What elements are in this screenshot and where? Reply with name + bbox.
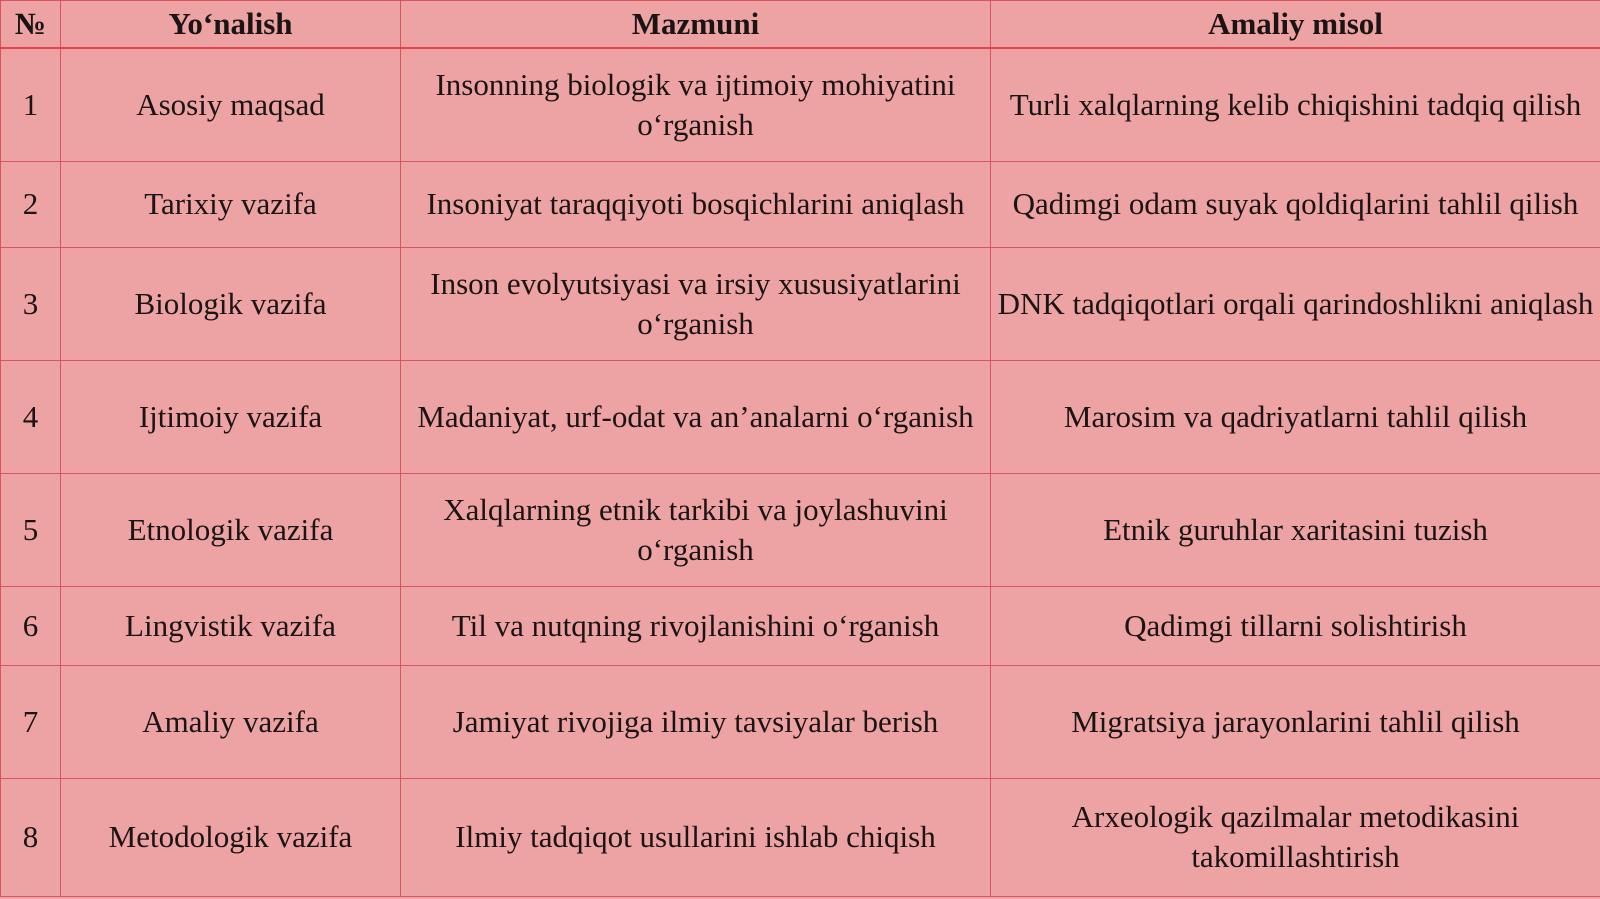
row-direction: Ijtimoiy vazifa [61,360,401,473]
row-number: 2 [1,161,61,247]
row-example: Qadimgi odam suyak qoldiqlarini tahlil qilish [991,161,1600,247]
row-example: Turli xalqlarning kelib chiqishini tadqiq qilish [991,48,1600,161]
header-content: Mazmuni [401,1,991,49]
row-content: Inson evolyutsiyasi va irsiy xususiyatlarini o‘rganish [401,247,991,360]
row-direction: Lingvistik vazifa [61,586,401,665]
row-number: 1 [1,48,61,161]
row-direction: Asosiy maqsad [61,48,401,161]
table-row [1,586,1600,665]
row-example: Migratsiya jarayonlarini tahlil qilish [991,665,1600,778]
row-direction: Etnologik vazifa [61,473,401,586]
row-content: Ilmiy tadqiqot usullarini ishlab chiqish [401,778,991,896]
row-number: 7 [1,665,61,778]
header-direction: Yo‘nalish [61,1,401,49]
row-content: Insoniyat taraqqiyoti bosqichlarini aniqlash [401,161,991,247]
table-header-row [1,1,1600,49]
row-content: Madaniyat, urf-odat va an’analarni o‘rganish [401,360,991,473]
row-number: 3 [1,247,61,360]
row-content: Xalqlarning etnik tarkibi va joylashuvini o‘rganish [401,473,991,586]
table-row [1,161,1600,247]
row-direction: Metodologik vazifa [61,778,401,896]
row-example: Etnik guruhlar xaritasini tuzish [991,473,1600,586]
table-row [1,778,1600,896]
row-example: Arxeologik qazilmalar metodikasini takomillashtirish [991,778,1600,896]
row-direction: Amaliy vazifa [61,665,401,778]
row-number: 8 [1,778,61,896]
row-number: 4 [1,360,61,473]
row-content: Til va nutqning rivojlanishini o‘rganish [401,586,991,665]
row-example: Marosim va qadriyatlarni tahlil qilish [991,360,1600,473]
table-row [1,665,1600,778]
row-number: 5 [1,473,61,586]
row-number: 6 [1,586,61,665]
table-row [1,247,1600,360]
row-direction: Biologik vazifa [61,247,401,360]
table-row [1,473,1600,586]
row-example: DNK tadqiqotlari orqali qarindoshlikni aniqlash [991,247,1600,360]
row-direction: Tarixiy vazifa [61,161,401,247]
table-row [1,360,1600,473]
row-content: Jamiyat rivojiga ilmiy tavsiyalar berish [401,665,991,778]
header-number: № [1,1,61,49]
table-row [1,48,1600,161]
row-example: Qadimgi tillarni solishtirish [991,586,1600,665]
row-content: Insonning biologik va ijtimoiy mohiyatini o‘rganish [401,48,991,161]
header-example: Amaliy misol [991,1,1600,49]
